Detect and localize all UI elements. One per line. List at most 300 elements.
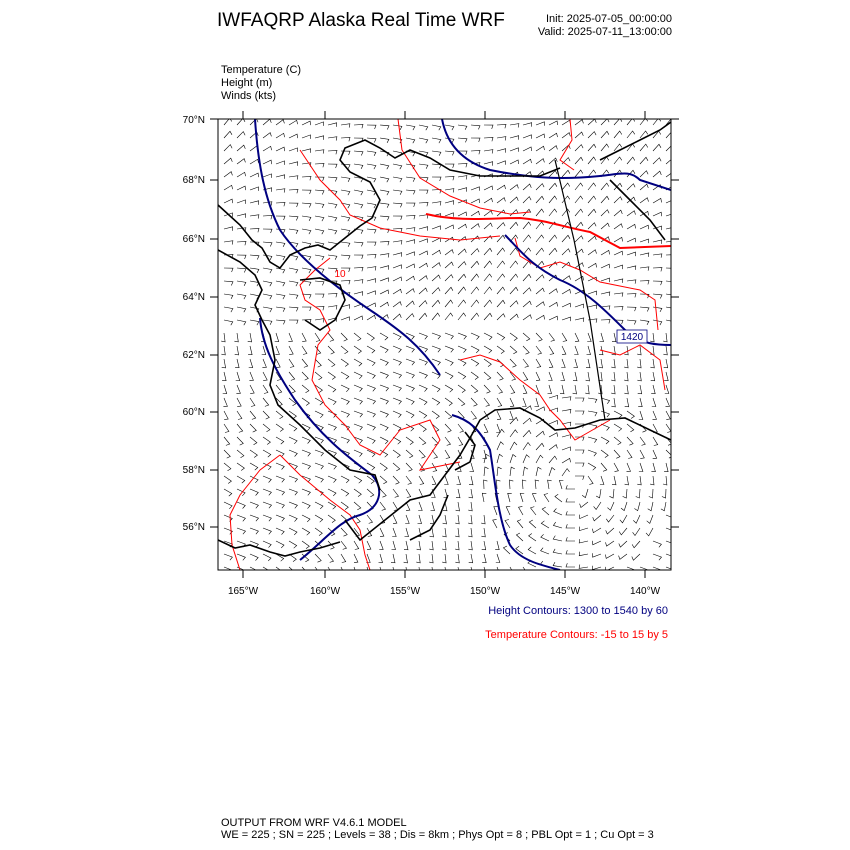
wind-barb <box>289 489 297 495</box>
wind-barb <box>520 493 524 502</box>
coastline <box>345 408 671 540</box>
wind-barb <box>354 502 361 510</box>
wind-barb <box>289 268 298 273</box>
wind-barb <box>224 424 229 433</box>
wind-barb <box>224 450 230 458</box>
wind-barb <box>221 333 225 342</box>
wind-barb <box>380 177 389 182</box>
wind-barb <box>380 190 389 195</box>
wind-barb <box>276 161 285 165</box>
wind-barb <box>588 263 597 268</box>
wind-barb <box>639 411 643 420</box>
wind-barb <box>523 123 532 127</box>
wind-barb <box>445 201 454 205</box>
wind-barb <box>380 138 389 143</box>
wind-barb <box>601 144 609 151</box>
wind-barb <box>445 151 454 155</box>
wind-barb <box>379 554 383 563</box>
wind-barb <box>406 476 412 484</box>
wind-barb <box>289 424 297 431</box>
wind-barb <box>640 144 648 151</box>
wind-barb <box>380 333 388 340</box>
wind-barb <box>224 172 232 177</box>
wind-barb <box>367 291 376 295</box>
lat-label: 64°N <box>182 292 205 303</box>
wind-barb <box>627 424 634 432</box>
wind-barb <box>380 302 389 307</box>
wind-barb <box>509 480 513 489</box>
wind-barb <box>224 131 232 138</box>
wind-barb <box>328 554 334 562</box>
wind-barb <box>445 176 454 180</box>
wind-barb <box>605 554 614 558</box>
wind-barb <box>482 493 486 502</box>
wind-barb <box>250 320 259 325</box>
wind-barb <box>497 274 505 281</box>
wind-barb <box>523 333 530 341</box>
wind-barb <box>624 346 628 355</box>
wind-barb <box>549 302 558 307</box>
wind-barb <box>523 274 531 281</box>
wind-barb <box>510 359 516 367</box>
wind-barb <box>497 198 505 203</box>
wind-barb <box>601 411 610 417</box>
wind-barb <box>380 254 389 258</box>
wind-barb <box>432 411 439 419</box>
wind-barb <box>263 242 272 247</box>
wind-barb <box>614 293 623 297</box>
wind-barb <box>484 385 490 393</box>
wind-barb <box>235 346 239 355</box>
wind-barb <box>276 450 284 457</box>
wind-barb <box>406 489 411 498</box>
wind-barb <box>666 541 675 547</box>
temperature-contour-line <box>426 214 671 248</box>
wind-barb <box>601 264 610 268</box>
wind-barb <box>601 278 610 282</box>
wind-barb <box>653 240 662 244</box>
wind-barb <box>484 333 492 340</box>
wind-barb <box>432 476 436 485</box>
wind-barb <box>315 515 323 522</box>
wind-barb <box>575 304 584 308</box>
wind-barb <box>593 553 602 557</box>
wind-barb <box>601 320 610 324</box>
wind-barb <box>328 346 334 354</box>
wind-barb <box>662 489 666 498</box>
wind-barb <box>505 520 510 529</box>
wind-barb <box>640 450 644 459</box>
wind-barb <box>406 190 415 194</box>
wind-barb <box>419 263 428 268</box>
wind-barb <box>445 333 453 339</box>
wind-barb <box>666 145 674 151</box>
wind-barb <box>601 196 609 203</box>
wind-barb <box>497 223 505 229</box>
wind-barb <box>276 307 285 312</box>
wind-barb <box>638 398 642 407</box>
wind-barb <box>559 480 563 489</box>
wind-barb <box>328 177 337 182</box>
wind-barb <box>566 537 575 541</box>
wind-barb <box>553 522 562 528</box>
wind-barb <box>599 359 603 368</box>
wind-barb <box>562 196 570 203</box>
wind-barb <box>627 238 636 242</box>
wind-barb <box>575 463 584 467</box>
wind-barb <box>588 398 597 403</box>
coastline <box>600 122 671 160</box>
wind-barb <box>419 398 427 405</box>
wind-barb <box>302 463 311 469</box>
wind-barb <box>497 346 504 354</box>
wind-barb <box>632 541 640 548</box>
wind-barb <box>442 541 446 550</box>
wind-barb <box>221 346 225 355</box>
wind-barb <box>458 424 464 432</box>
wind-barb <box>262 359 266 368</box>
wind-barb <box>276 203 285 207</box>
wind-barb <box>367 279 376 283</box>
wind-barb <box>566 524 575 528</box>
wind-barb <box>432 138 441 143</box>
wind-barb <box>419 372 427 378</box>
wind-barb <box>341 333 347 341</box>
wind-barb <box>250 515 259 521</box>
wind-barb <box>354 359 362 366</box>
wind-barb <box>579 527 588 531</box>
wind-barb <box>419 288 427 294</box>
wind-barb <box>523 184 531 190</box>
wind-barb <box>555 494 562 502</box>
wind-barb <box>510 248 518 255</box>
wind-barb <box>276 528 284 535</box>
wind-barb <box>484 150 493 154</box>
wind-barb <box>588 437 597 443</box>
wind-barb <box>484 274 492 281</box>
wind-barb <box>541 548 549 554</box>
height-contour-info: Height Contours: 1300 to 1540 by 60 <box>488 605 668 617</box>
wind-barb <box>586 372 590 381</box>
wind-barb <box>250 437 257 445</box>
wind-barb <box>223 398 227 407</box>
wind-barb <box>611 359 615 368</box>
wind-barb <box>549 346 554 355</box>
wind-barb <box>653 171 661 177</box>
wind-barb <box>315 281 324 285</box>
wind-barb <box>315 164 324 168</box>
wind-barb <box>224 463 231 471</box>
wind-barb <box>302 121 311 125</box>
wind-barb <box>263 372 267 381</box>
wind-barb <box>637 359 641 368</box>
wind-barb <box>406 301 414 307</box>
lat-label: 56°N <box>182 522 205 533</box>
wind-barb <box>248 333 252 342</box>
wind-barb <box>445 213 454 217</box>
wind-barb <box>250 385 254 394</box>
wind-barb <box>445 300 453 307</box>
wind-barb <box>549 395 558 399</box>
wind-barb <box>367 541 371 550</box>
wind-barb <box>263 476 271 483</box>
wind-barb <box>406 177 415 182</box>
wind-barb <box>562 317 571 321</box>
wind-barb <box>276 320 285 324</box>
wind-barb <box>354 554 358 563</box>
temperature-contour-line <box>600 345 665 390</box>
wind-barb <box>263 216 272 220</box>
wind-barb <box>419 164 428 169</box>
coastline <box>610 180 665 240</box>
wind-barb <box>510 160 519 164</box>
wind-barb <box>640 307 649 312</box>
wind-barb <box>601 119 609 125</box>
wind-barb <box>471 224 479 229</box>
wind-barb <box>429 567 433 576</box>
wind-barb <box>341 190 350 195</box>
wind-barb <box>367 359 375 366</box>
wind-barb <box>406 252 415 256</box>
wind-barb <box>497 372 503 380</box>
wind-barb <box>523 467 528 476</box>
wind-barb <box>341 398 349 405</box>
wind-barb <box>471 372 478 380</box>
wind-barb <box>471 385 478 393</box>
wind-barb <box>649 489 653 498</box>
wind-barb <box>497 161 506 165</box>
wind-barb <box>393 385 401 391</box>
wind-barb <box>302 450 310 456</box>
wind-barb <box>588 476 593 485</box>
wind-barb <box>276 515 284 521</box>
wind-barb <box>523 135 532 139</box>
wind-barb <box>289 450 297 457</box>
wind-barb <box>544 494 549 503</box>
wind-barb <box>456 489 460 498</box>
wind-barb <box>341 280 350 284</box>
wind-barb <box>328 398 336 405</box>
wind-barb <box>367 437 375 444</box>
wind-barb <box>393 203 402 207</box>
wind-barb <box>315 216 324 221</box>
wind-barb <box>393 125 402 130</box>
wind-barb <box>600 476 604 485</box>
wind-barb <box>405 515 409 524</box>
wind-barb <box>341 216 350 221</box>
wind-barb <box>634 502 640 511</box>
wind-barb <box>585 385 589 394</box>
wind-barb <box>536 359 541 368</box>
wind-barb <box>458 313 466 320</box>
wind-barb <box>614 131 622 138</box>
wind-barb <box>549 196 557 203</box>
wind-barb <box>579 539 588 543</box>
wind-barb <box>579 515 588 519</box>
wind-barb <box>354 372 362 379</box>
wind-barb <box>455 528 459 537</box>
lon-label: 150°W <box>469 586 501 597</box>
wind-barb <box>575 183 583 190</box>
wind-barb <box>666 213 675 217</box>
wind-barb <box>263 294 272 299</box>
wind-barb <box>341 372 349 379</box>
wind-barb <box>640 239 649 243</box>
wind-barb <box>458 188 467 192</box>
wind-barb <box>575 196 583 203</box>
wind-barb <box>263 502 272 508</box>
wind-barb <box>627 211 636 216</box>
wind-barb <box>497 314 505 320</box>
wind-barb <box>405 528 409 537</box>
wind-barb <box>250 554 258 561</box>
wind-barb <box>614 424 622 431</box>
wind-barb <box>601 183 609 190</box>
wind-barb <box>354 333 361 341</box>
wind-barb <box>619 554 627 559</box>
wind-barb <box>328 123 337 127</box>
wind-barb <box>406 372 414 378</box>
wind-barb <box>553 562 562 567</box>
wind-barb <box>523 197 531 203</box>
wind-barb <box>562 120 571 125</box>
wind-barb <box>328 293 337 297</box>
wind-barb <box>606 541 615 546</box>
wind-barb <box>523 455 530 463</box>
wind-barb <box>535 480 539 489</box>
wind-barb <box>497 467 502 476</box>
wind-barb <box>380 424 388 431</box>
wind-barb <box>237 172 246 177</box>
wind-barb <box>588 411 597 416</box>
wind-barb <box>276 541 284 548</box>
wind-barb <box>393 346 401 353</box>
wind-barb <box>432 250 441 255</box>
wind-barb <box>302 346 307 355</box>
wind-barb <box>627 266 636 270</box>
wind-barb <box>380 528 384 537</box>
wind-barb <box>536 315 545 320</box>
wind-barb <box>302 476 310 482</box>
wind-barb <box>612 476 616 485</box>
wind-barb <box>263 528 271 534</box>
axis-labels <box>183 115 661 597</box>
variable-height: Height (m) <box>221 77 273 89</box>
wind-barb <box>341 124 350 128</box>
wind-barb <box>653 268 662 272</box>
wind-barb <box>497 300 505 307</box>
wind-barb <box>315 319 324 323</box>
wind-barb <box>250 489 258 496</box>
wind-barb <box>481 528 485 537</box>
wind-barb <box>458 437 463 446</box>
wind-barb <box>354 411 363 417</box>
wind-barb <box>289 320 298 324</box>
wind-barb <box>562 303 571 307</box>
valid-time: Valid: 2025-07-11_13:00:00 <box>537 26 672 38</box>
wind-barb <box>302 149 311 153</box>
wind-barb <box>406 398 414 405</box>
wind-barb <box>562 346 566 355</box>
wind-barb <box>237 186 246 190</box>
wind-barb <box>640 184 648 190</box>
wind-barb <box>289 229 298 234</box>
wind-barb <box>562 170 570 177</box>
wind-barb <box>653 254 662 258</box>
wind-barb <box>588 305 597 309</box>
wind-barb <box>614 224 623 229</box>
wind-barb <box>367 346 375 353</box>
wind-barb <box>523 385 527 394</box>
wind-barb <box>235 359 239 368</box>
wind-barb <box>575 236 583 242</box>
wind-barb <box>614 237 623 242</box>
temperature-contour-line <box>398 119 530 214</box>
wind-barb <box>276 437 284 444</box>
wind-barb <box>612 333 616 342</box>
wind-barb <box>608 502 615 510</box>
wind-barb <box>393 277 402 281</box>
wind-barb <box>445 437 451 445</box>
wind-barb <box>588 119 596 125</box>
wind-barb <box>663 333 667 342</box>
wind-barb <box>653 411 657 420</box>
wind-barb <box>366 567 370 576</box>
wind-barb <box>237 515 245 521</box>
wind-barb <box>237 476 245 483</box>
wind-barb <box>404 541 408 550</box>
wind-barb <box>263 146 272 151</box>
wind-barb <box>596 489 601 498</box>
wind-barb <box>637 372 641 381</box>
wind-barb <box>601 131 609 138</box>
wind-barb <box>627 224 636 229</box>
wind-barb <box>416 567 420 576</box>
wind-barb <box>510 197 518 203</box>
wind-barb <box>627 294 636 298</box>
wind-barb <box>536 333 542 341</box>
wind-barb <box>250 528 258 534</box>
wind-barb <box>406 203 415 207</box>
wind-barb <box>224 268 233 272</box>
wind-barb <box>471 125 480 129</box>
wind-barb <box>573 385 577 394</box>
wind-barb <box>354 450 362 457</box>
wind-barb <box>640 157 648 164</box>
variable-winds: Winds (kts) <box>221 90 276 102</box>
wind-barb <box>432 151 441 156</box>
wind-barb <box>471 313 479 320</box>
wind-barb <box>549 121 558 125</box>
wind-barb <box>315 229 324 234</box>
wind-barb <box>497 480 501 489</box>
wind-barb <box>510 417 518 424</box>
wind-barb <box>536 235 544 242</box>
wind-barb <box>250 463 258 470</box>
wind-barb <box>367 254 376 258</box>
wind-barb <box>471 138 480 142</box>
wind-barb <box>224 281 233 286</box>
wind-barb <box>224 307 233 312</box>
wind-barb <box>328 424 336 430</box>
wind-barb <box>611 385 615 394</box>
wind-barb <box>497 261 505 268</box>
temperature-contour-line <box>515 238 658 330</box>
wind-barb <box>484 186 493 190</box>
wind-barb <box>237 268 246 273</box>
wind-barb <box>224 294 233 299</box>
wind-barb <box>418 502 422 511</box>
